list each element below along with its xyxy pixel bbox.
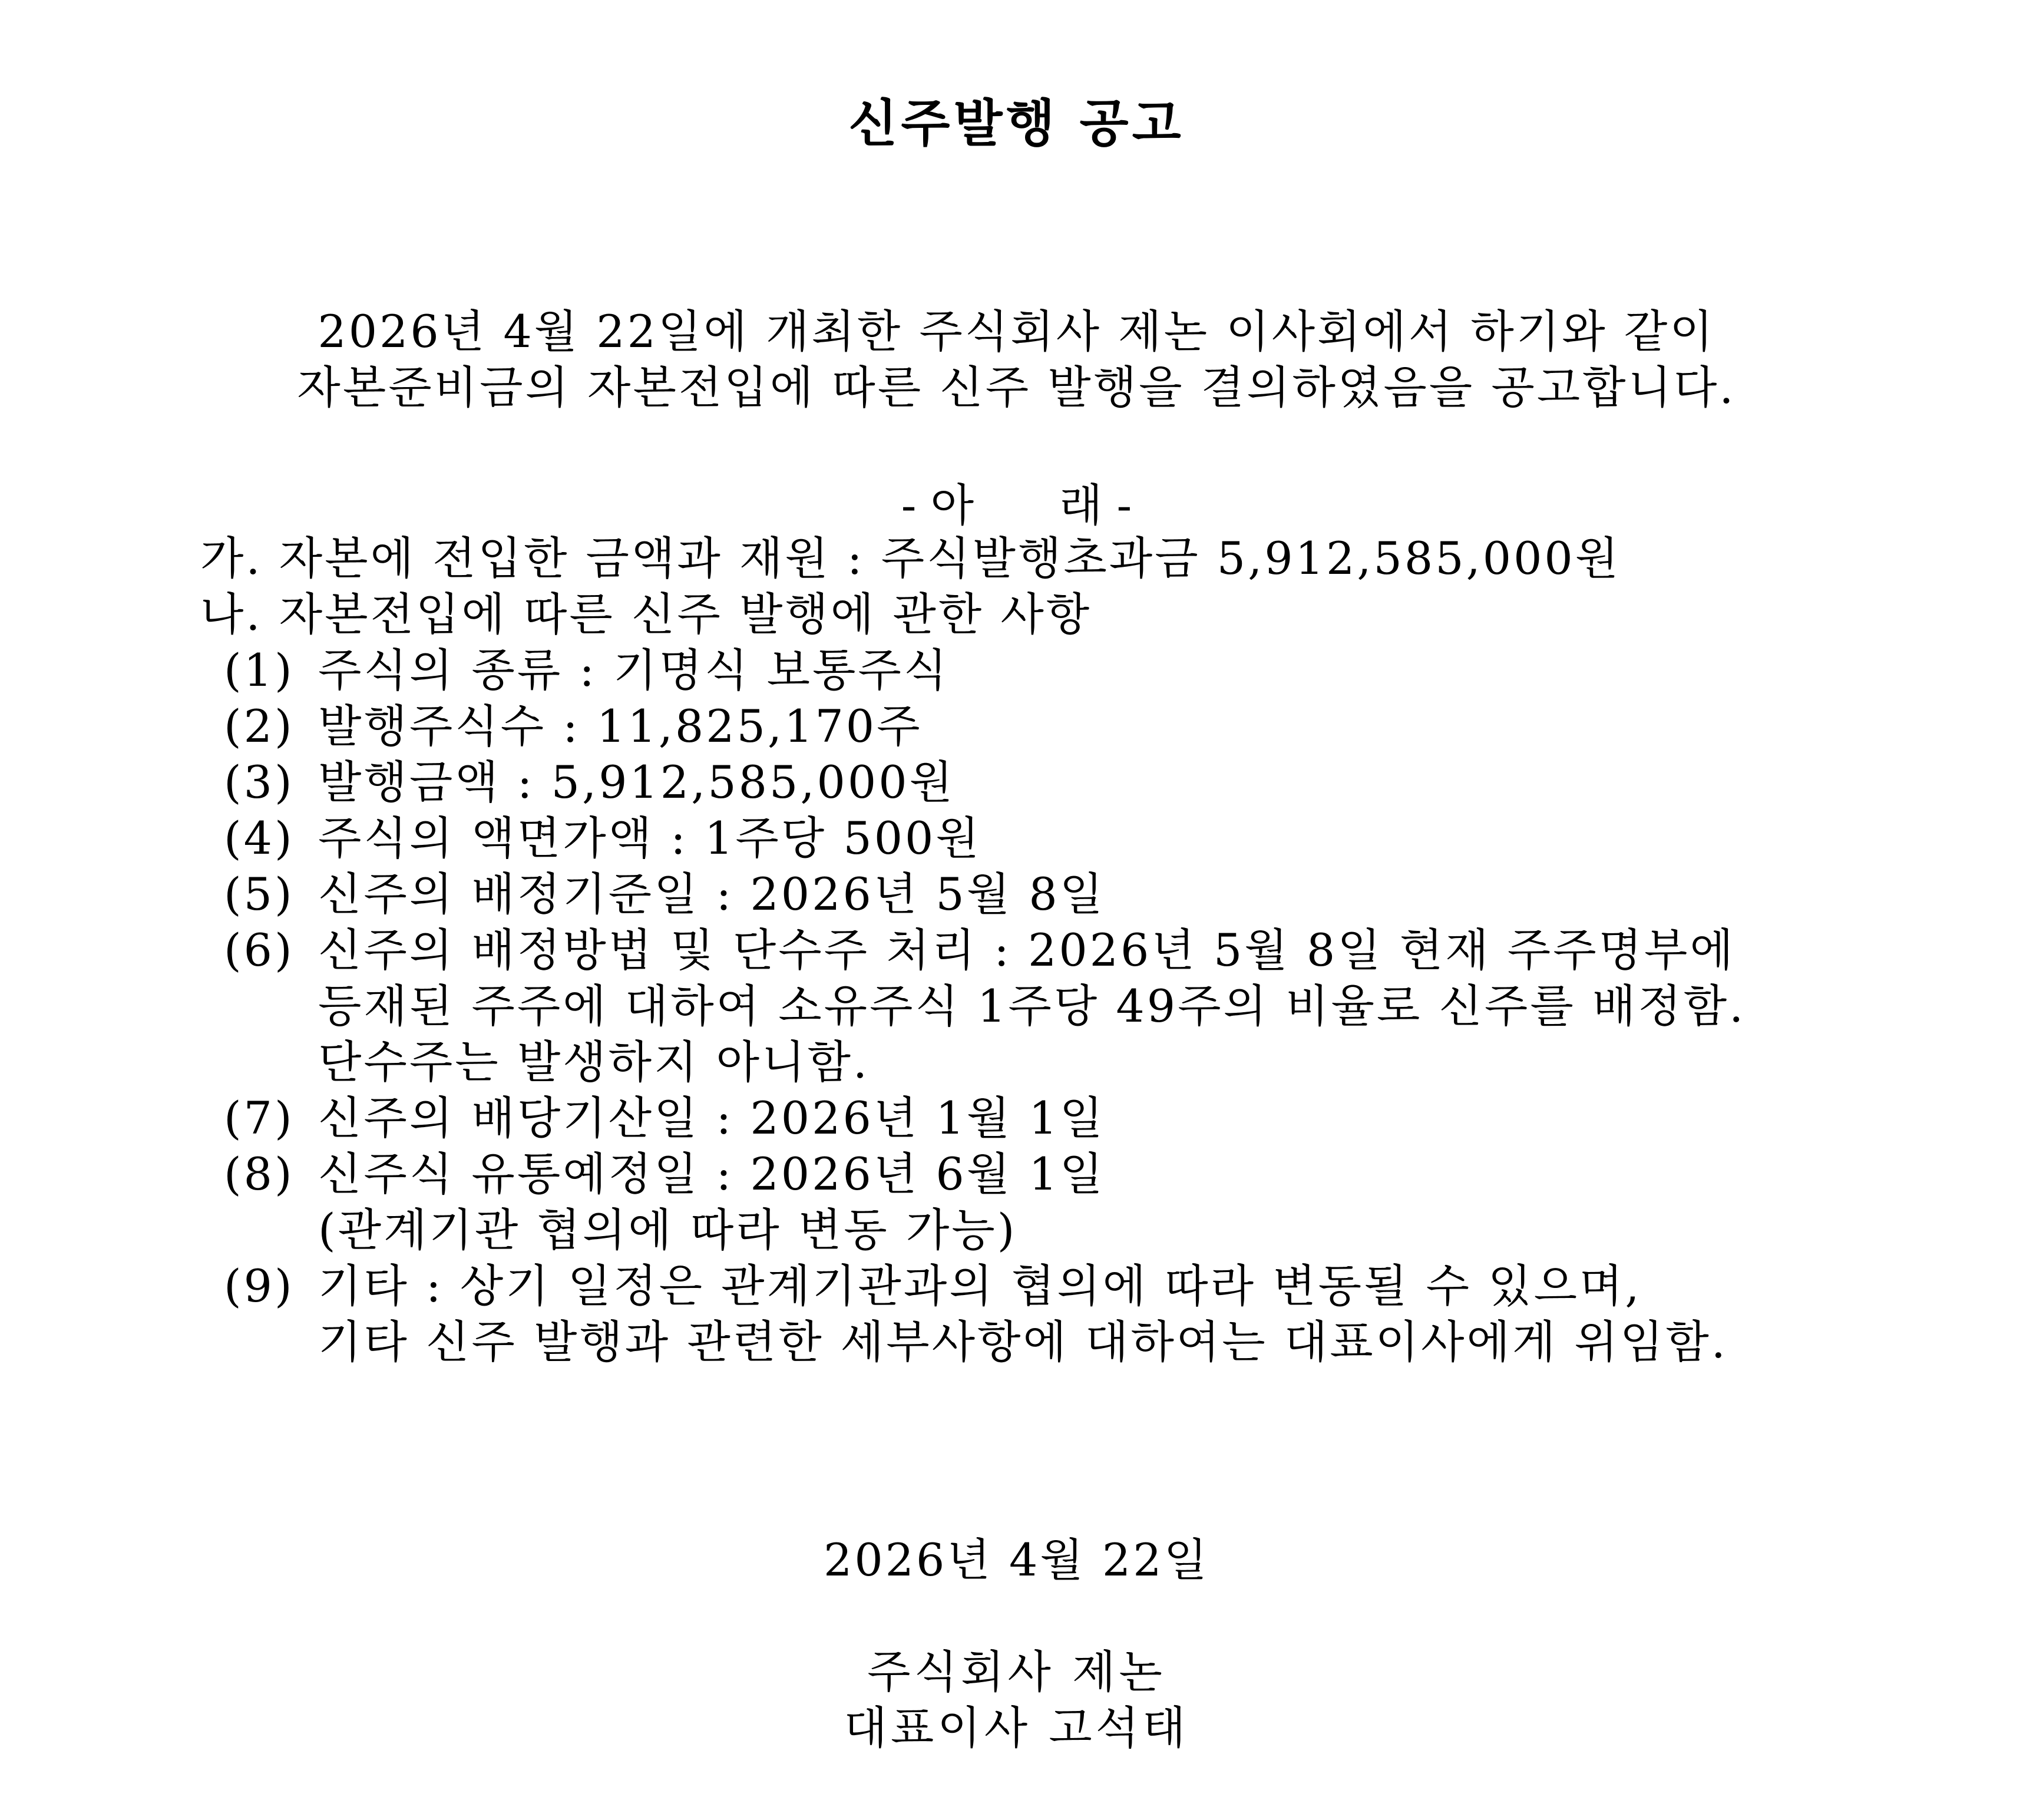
list-item: [200, 810, 1997, 866]
item-number: (6): [224, 924, 295, 976]
ceo-name: 대표이사 고석태: [844, 1702, 1189, 1754]
signature-block: [0, 1644, 2033, 1756]
list-item: [200, 1090, 1997, 1146]
signature-date: 2026년 4월 22일: [823, 1534, 1210, 1586]
item-number: (8): [224, 1148, 295, 1200]
intro-paragraph: [0, 303, 2033, 415]
list-item: [200, 1146, 1997, 1202]
item-text: 주식의 액면가액 : 1주당 500원: [318, 812, 981, 864]
list-item-continuation: [200, 1202, 1997, 1258]
item-number: (3): [224, 756, 295, 808]
intro-line-2: 자본준비금의 자본전입에 따른 신주 발행을 결의하였음을 공고합니다.: [297, 361, 1736, 414]
list-item-continuation: [200, 1034, 1997, 1090]
item-number: (5): [224, 868, 295, 920]
item-text: 신주의 배정기준일 : 2026년 5월 8일: [318, 868, 1106, 920]
item-text: 단수주는 발생하지 아니함.: [318, 1036, 870, 1088]
item-text: 신주의 배당기산일 : 2026년 1월 1일: [318, 1092, 1106, 1144]
intro-line-1: 2026년 4월 22일에 개최한 주식회사 제논 이사회에서 하기와 같이: [318, 305, 1715, 358]
list-item: [200, 754, 1997, 810]
item-list: [200, 642, 1997, 1370]
item-number: (4): [224, 812, 295, 864]
item-number: (9): [224, 1260, 295, 1312]
list-item: [200, 866, 1997, 922]
document-title: 신주발행 공고: [848, 94, 1185, 153]
list-item-continuation: [200, 1314, 1997, 1370]
list-item: [200, 922, 1997, 978]
item-text: 기타 신주 발행과 관련한 세부사항에 대하여는 대표이사에게 위임함.: [318, 1316, 1728, 1368]
item-number: (7): [224, 1092, 295, 1144]
notice-body: [200, 530, 1997, 1370]
section-na: 나. 자본전입에 따른 신주 발행에 관한 사항: [200, 588, 1092, 640]
item-text: (관계기관 협의에 따라 변동 가능): [318, 1204, 1017, 1256]
item-text: 신주의 배정방법 및 단수주 처리 : 2026년 5월 8일 현재 주주명부에: [318, 924, 1736, 976]
company-name: 주식회사 제논: [867, 1646, 1166, 1698]
item-text: 발행주식수 : 11,825,170주: [318, 700, 923, 752]
list-item-continuation: [200, 978, 1997, 1034]
item-text: 기타 : 상기 일정은 관계기관과의 협의에 따라 변동될 수 있으며,: [318, 1260, 1642, 1312]
item-text: 주식의 종류 : 기명식 보통주식: [318, 644, 950, 696]
list-item: [200, 1258, 1997, 1314]
list-item: [200, 698, 1997, 754]
notice-heading: - 아 래 -: [901, 479, 1132, 531]
section-ga: 가. 자본에 전입한 금액과 재원 : 주식발행초과금 5,912,585,000원: [200, 532, 1621, 584]
item-number: (2): [224, 700, 295, 752]
item-number: (1): [224, 644, 295, 696]
item-text: 발행금액 : 5,912,585,000원: [318, 756, 956, 808]
list-item: [200, 642, 1997, 698]
item-text: 신주식 유통예정일 : 2026년 6월 1일: [318, 1148, 1106, 1200]
item-text: 등재된 주주에 대하여 소유주식 1주당 49주의 비율로 신주를 배정함.: [318, 980, 1746, 1032]
